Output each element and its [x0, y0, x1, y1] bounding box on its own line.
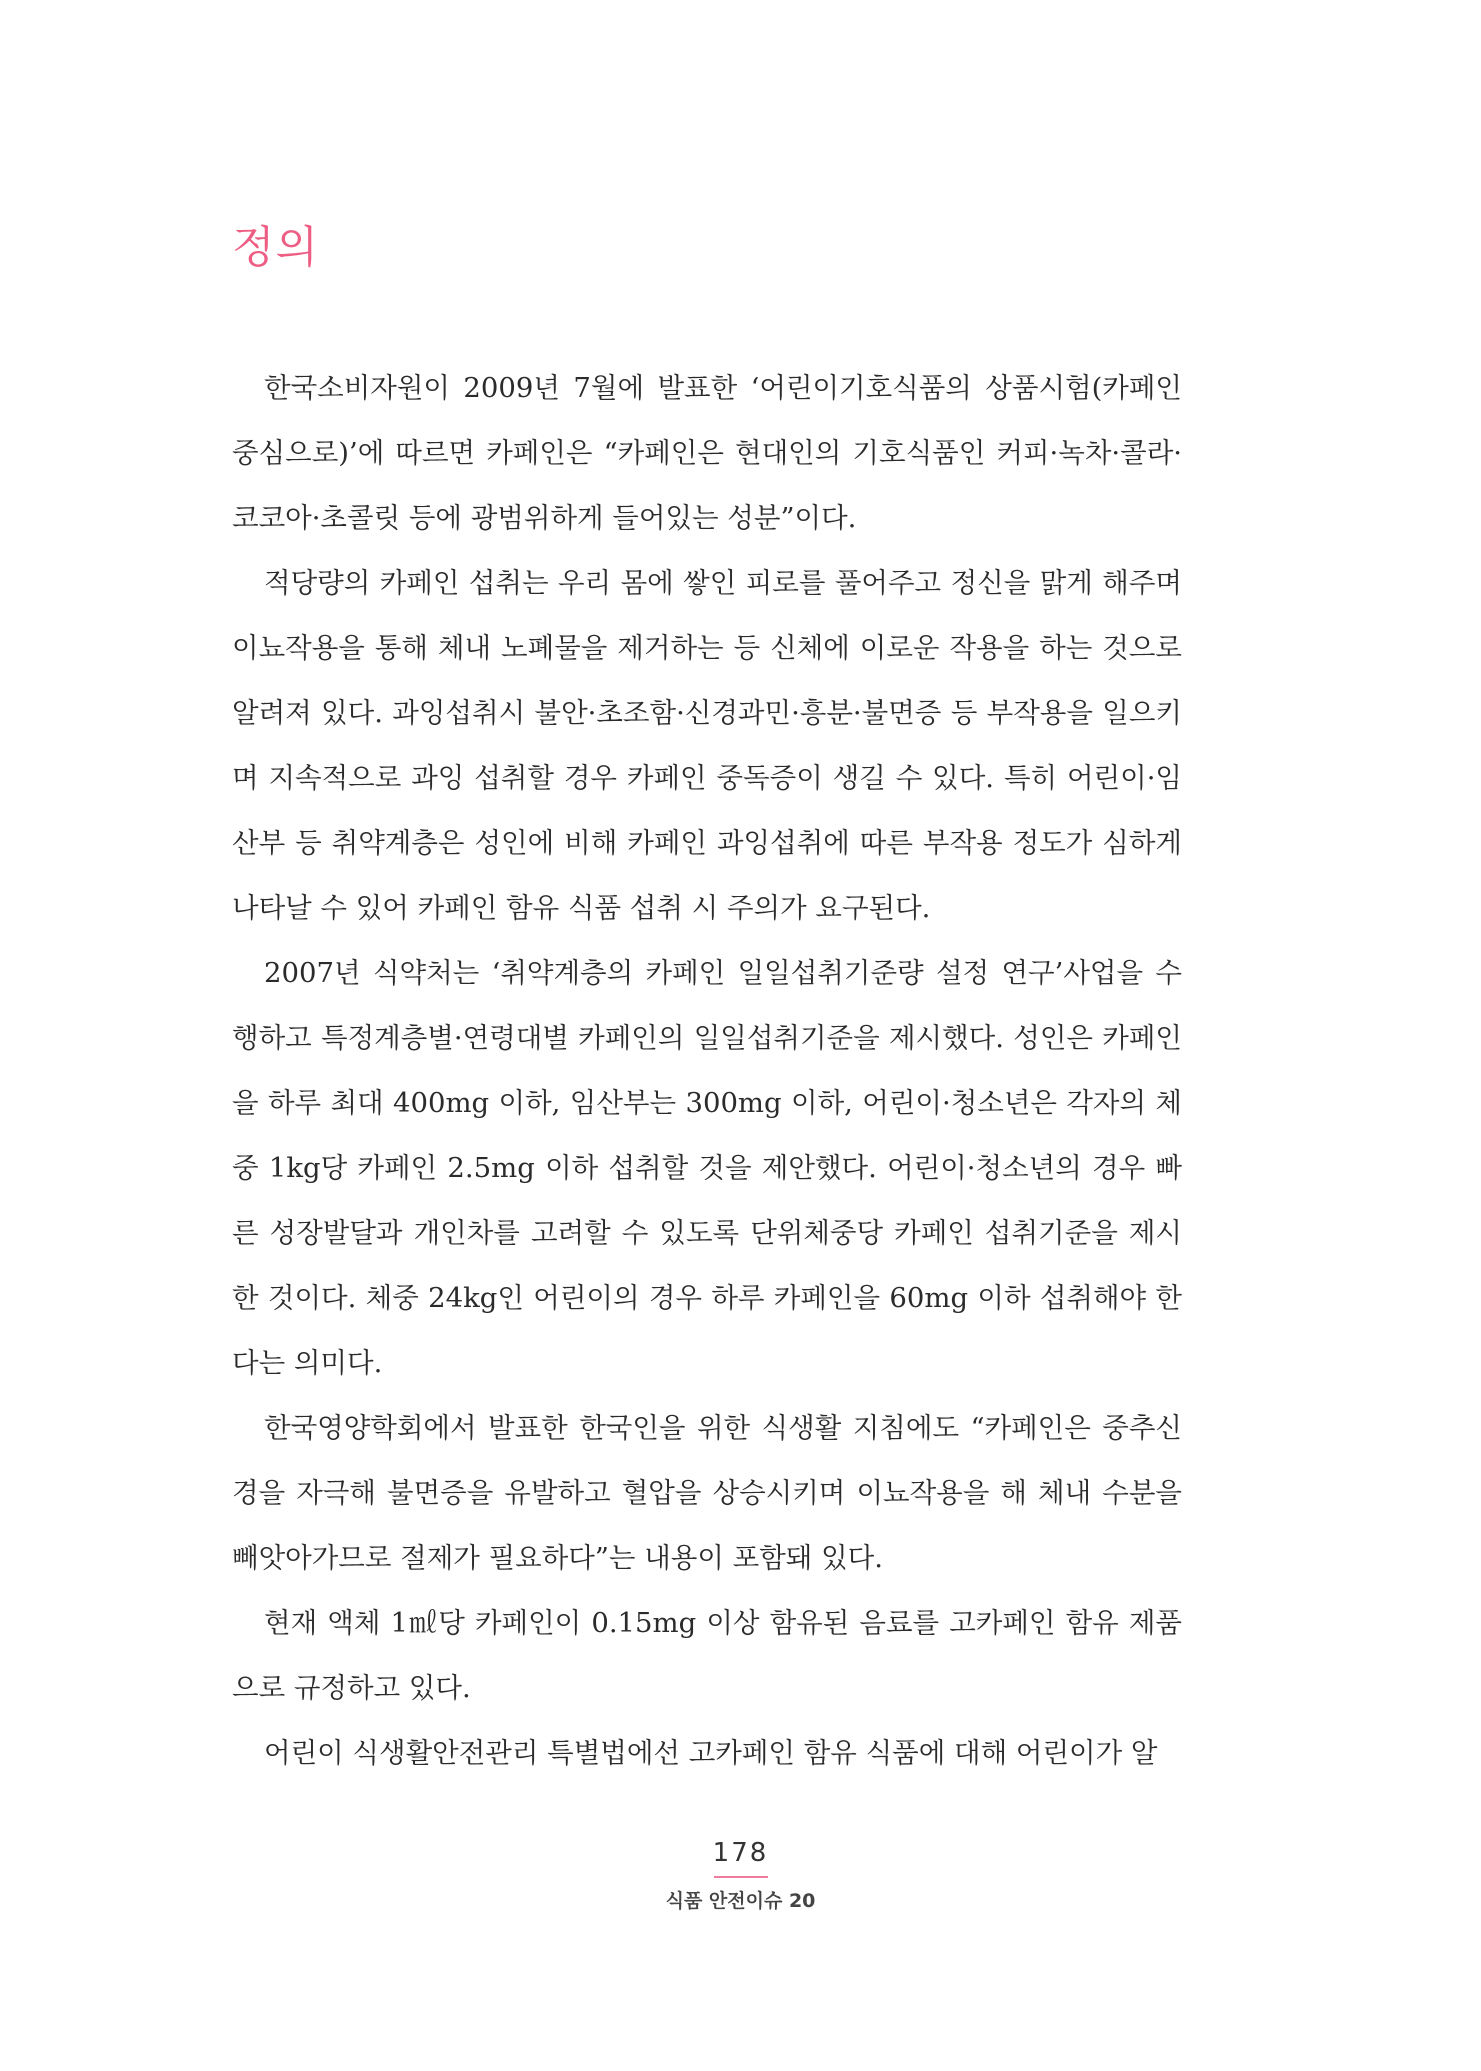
paragraph-definition-source: 한국소비자원이 2009년 7월에 발표한 ‘어린이기호식품의 상품시험(카페인 중심으로)’에 따르면 카페인은 “카페인은 현대인의 기호식품인 커피·녹차·콜라·코코아·초콜릿 등에 광범위하게 들어있는 성분”이다. [232, 372, 1182, 534]
publication-title: 식품 안전이슈 20 [665, 1890, 816, 1912]
page-number: 178 [712, 1838, 769, 1868]
paragraph-effects: 적당량의 카페인 섭취는 우리 몸에 쌓인 피로를 풀어주고 정신을 맑게 해주며 이뇨작용을 통해 체내 노폐물을 제거하는 등 신체에 이로운 작용을 하는 것으로 알려져 있다. 과잉섭취시 불안·초조함·신경과민·흥분·불면증 등 부작용을 일으키며 지속적으로 과잉 섭취할 경우 카페인 중독증이 생길 수 있다. 특히 어린이·임산부 등 취약계층은 성인에 비해 카페인 과잉섭취에 따른 부작용 정도가 심하게 나타날 수 있어 카페인 함유 식품 섭취 시 주의가 요구된다. [232, 567, 1182, 924]
section-title: 정의 [232, 222, 320, 273]
paragraph-high-caffeine-definition: 현재 액체 1㎖당 카페인이 0.15mg 이상 함유된 음료를 고카페인 함유 제품으로 규정하고 있다. [232, 1607, 1182, 1704]
paragraph-dietary-guidelines: 한국영양학회에서 발표한 한국인을 위한 식생활 지침에도 “카페인은 중추신경을 자극해 불면증을 유발하고 혈압을 상승시키며 이뇨작용을 해 체내 수분을 빼앗아가므로 절제가 필요하다”는 내용이 포함돼 있다. [232, 1412, 1182, 1574]
footer-divider [714, 1876, 768, 1878]
body-text [232, 356, 1182, 1786]
page-footer [0, 1836, 1481, 1914]
paragraph-special-act: 어린이 식생활안전관리 특별법에선 고카페인 함유 식품에 대해 어린이가 알 [264, 1737, 1158, 1769]
paragraph-intake-standards: 2007년 식약처는 ‘취약계층의 카페인 일일섭취기준량 설정 연구’사업을 수행하고 특정계층별·연령대별 카페인의 일일섭취기준을 제시했다. 성인은 카페인을 하루 최대 400mg 이하, 임산부는 300mg 이하, 어린이·청소년은 각자의 체중 1kg당 카페인 2.5mg 이하 섭취할 것을 제안했다. 어린이·청소년의 경우 빠른 성장발달과 개인차를 고려할 수 있도록 단위체중당 카페인 섭취기준을 제시한 것이다. 체중 24kg인 어린이의 경우 하루 카페인을 60mg 이하 섭취해야 한다는 의미다. [232, 957, 1182, 1379]
